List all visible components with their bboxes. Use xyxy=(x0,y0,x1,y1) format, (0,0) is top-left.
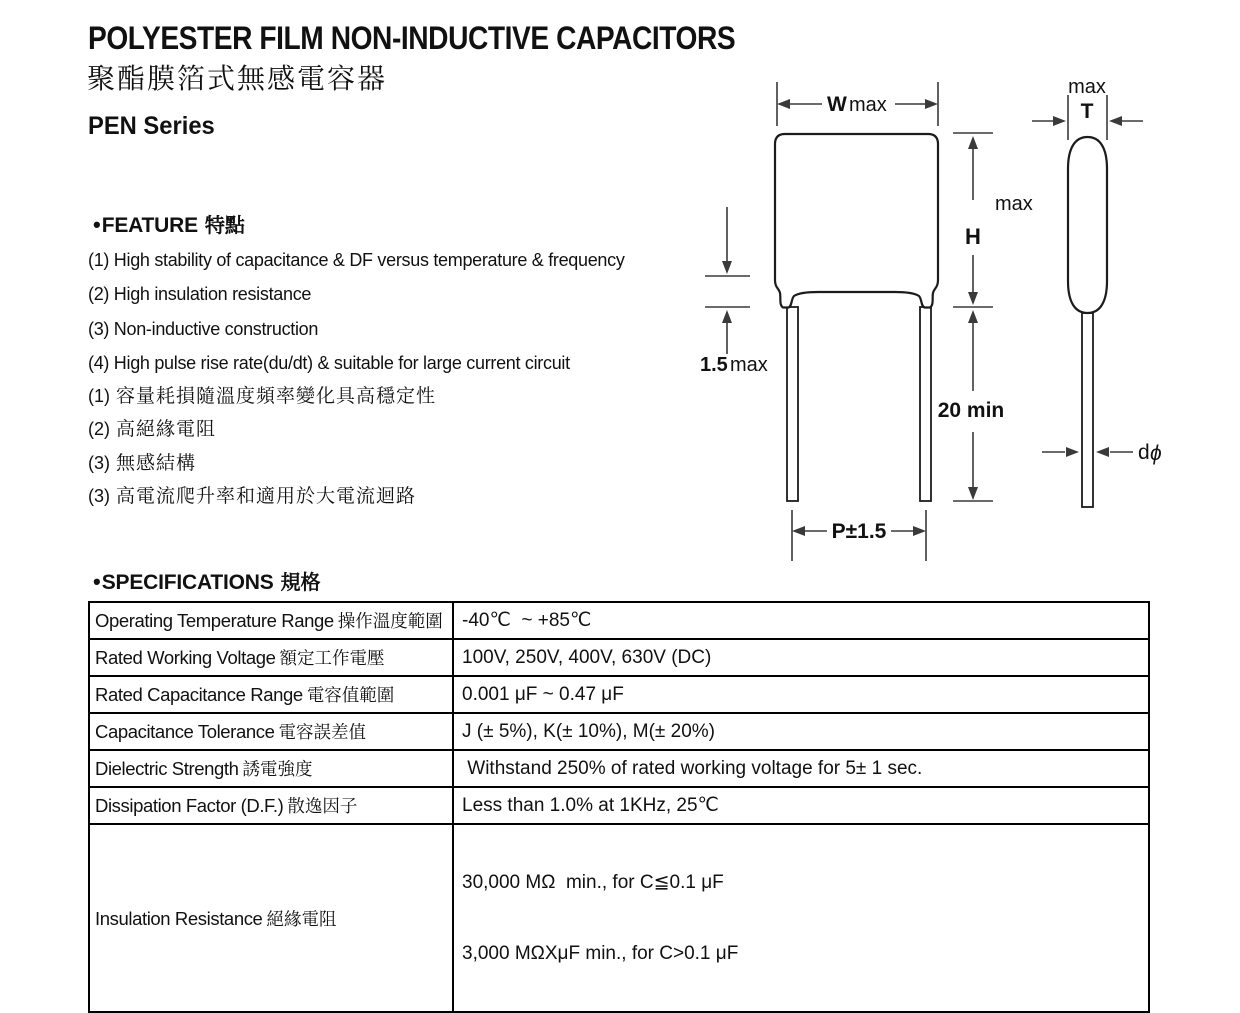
feature-heading-zh: 特點 xyxy=(204,213,245,237)
dimension-width xyxy=(777,82,938,126)
page-subtitle-zh: 聚酯膜箔式無感電容器 xyxy=(87,62,388,95)
spec-label-en: Dissipation Factor (D.F.) xyxy=(95,795,284,816)
feature-item-text: 無感結構 xyxy=(116,451,197,474)
spec-value: Withstand 250% of rated working voltage for 5± 1 sec. xyxy=(453,750,1149,787)
dim-label-pitch: P±1.5 xyxy=(831,520,887,543)
dimension-thickness xyxy=(1032,76,1143,140)
dim-label-t: T xyxy=(1080,100,1094,123)
spec-label-en: Operating Temperature Range xyxy=(95,610,334,631)
spec-value: 0.001 μF ~ 0.47 μF xyxy=(453,676,1149,713)
bullet-icon: • xyxy=(93,569,101,594)
spec-label-zh: 操作溫度範圍 xyxy=(337,612,443,632)
spec-label-zh: 額定工作電壓 xyxy=(279,649,385,669)
dim-label-dia-phi: ϕ xyxy=(1150,442,1162,465)
dimension-height xyxy=(953,133,1033,307)
spec-label-zh: 誘電強度 xyxy=(242,760,313,780)
spec-label-zh: 電容誤差值 xyxy=(278,723,366,743)
spec-value: -40℃ ~ +85℃ xyxy=(453,602,1149,639)
feature-item-zh xyxy=(88,380,436,413)
spec-value xyxy=(453,824,1149,1012)
spec-label-zh: 絕緣電阻 xyxy=(266,909,337,930)
feature-item-zh xyxy=(88,413,436,446)
bullet-icon: • xyxy=(93,212,101,237)
dim-label-standoff-num: 1.5 xyxy=(700,354,728,376)
feature-item: (1) High stability of capacitance & DF versus temperature & frequency xyxy=(88,250,625,270)
lead-wire-left xyxy=(787,307,798,501)
spec-label-en: Insulation Resistance xyxy=(95,907,263,929)
feature-heading xyxy=(93,209,245,238)
feature-item: (2) High insulation resistance xyxy=(88,284,312,305)
capacitor-body-front xyxy=(775,134,938,308)
feature-item-text: 高電流爬升率和適用於大電流迴路 xyxy=(116,485,417,508)
feature-list-zh xyxy=(88,380,436,514)
feature-heading-en: FEATURE xyxy=(101,214,198,237)
feature-item-text: 容量耗損隨溫度頻率變化具高穩定性 xyxy=(116,385,437,407)
feature-item-zh xyxy=(88,447,436,480)
spec-label-en: Dielectric Strength xyxy=(95,758,239,779)
feature-item-number: (3) xyxy=(88,486,110,507)
specifications-heading-zh: 規格 xyxy=(280,570,321,594)
table-row xyxy=(89,639,1149,676)
spec-value-line: 3,000 MΩXμF min., for C>0.1 μF xyxy=(462,943,739,964)
feature-list-en xyxy=(88,243,625,380)
specifications-table xyxy=(88,601,1150,1013)
spec-label-zh: 散逸因子 xyxy=(287,797,358,817)
dimension-diagram xyxy=(680,60,1200,580)
lead-wire-right xyxy=(920,307,931,501)
feature-item-number: (3) xyxy=(88,452,110,473)
spec-value: 100V, 250V, 400V, 630V (DC) xyxy=(453,639,1149,676)
specifications-heading xyxy=(93,566,321,595)
dim-label-w: W xyxy=(827,93,847,116)
table-row xyxy=(89,713,1149,750)
spec-value-line: 30,000 MΩ min., for C≦0.1 μF xyxy=(462,872,724,893)
spec-label-en: Rated Capacitance Range xyxy=(95,684,303,705)
feature-item-zh xyxy=(88,480,436,513)
table-row xyxy=(89,750,1149,787)
dim-label-t-unit: max xyxy=(1068,76,1106,98)
table-row xyxy=(89,676,1149,713)
table-row xyxy=(89,787,1149,824)
lead-wire-side xyxy=(1082,313,1093,507)
spec-label-zh: 電容值範圍 xyxy=(306,686,395,706)
dim-label-standoff-unit: max xyxy=(730,354,768,376)
dimension-lead-length xyxy=(938,310,1005,501)
dimension-lead-diameter xyxy=(1042,441,1162,465)
page-title: POLYESTER FILM NON-INDUCTIVE CAPACITORS xyxy=(88,20,736,56)
table-row xyxy=(89,602,1149,639)
dimension-standoff xyxy=(700,207,768,376)
dim-label-dia-d: d xyxy=(1138,441,1150,464)
spec-label-en: Capacitance Tolerance xyxy=(95,721,275,742)
feature-item: (3) Non-inductive construction xyxy=(88,318,319,339)
capacitor-front-view xyxy=(775,134,938,501)
capacitor-body-side xyxy=(1068,137,1107,313)
table-row xyxy=(89,824,1149,1012)
feature-item-number: (1) xyxy=(88,386,110,406)
spec-value: Less than 1.0% at 1KHz, 25℃ xyxy=(453,787,1149,824)
dim-label-h-unit: max xyxy=(995,193,1033,215)
feature-item-number: (2) xyxy=(88,419,110,440)
dim-label-h: H xyxy=(965,224,981,249)
spec-label-en: Rated Working Voltage xyxy=(95,647,276,668)
specifications-heading-en: SPECIFICATIONS xyxy=(101,571,274,594)
dim-label-lead-length: 20 min xyxy=(937,399,1005,422)
series-name: PEN Series xyxy=(88,112,215,140)
spec-value: J (± 5%), K(± 10%), M(± 20%) xyxy=(453,713,1149,750)
dim-label-w-unit: max xyxy=(849,94,887,116)
feature-item-text: 高絕緣電阻 xyxy=(116,418,217,441)
feature-item: (4) High pulse rise rate(du/dt) & suitable for large current circuit xyxy=(88,352,570,373)
dimension-pitch xyxy=(792,510,926,561)
